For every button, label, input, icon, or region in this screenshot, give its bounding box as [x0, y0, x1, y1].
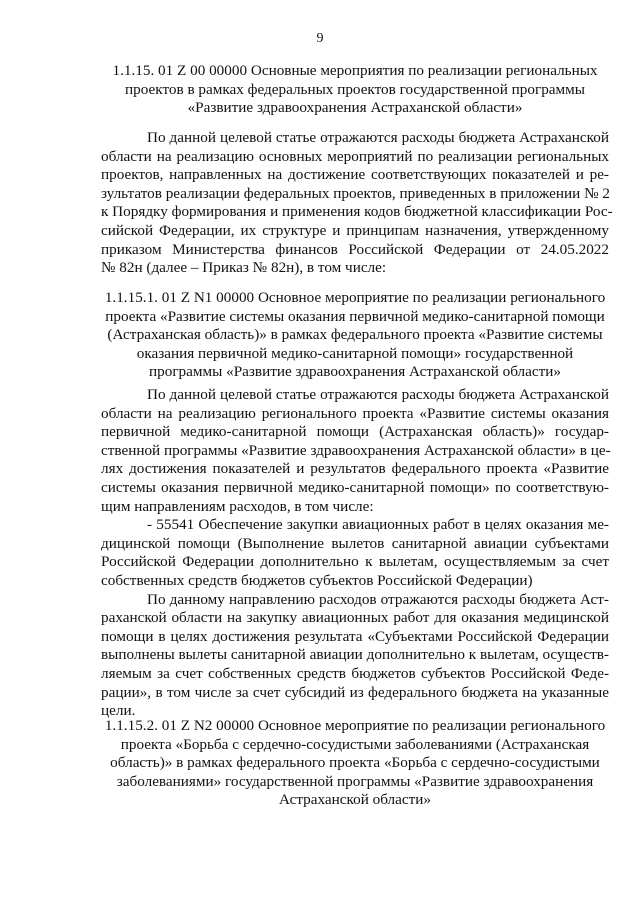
paragraph-line: выполнены вылеты санитарной авиации дополнительно к вылетам, осуществ- [101, 646, 609, 664]
heading-line: заболеваниями» государственной программы «Развитие здравоохранения [116, 772, 594, 790]
page-number: 9 [316, 31, 324, 46]
paragraph-line: области на реализацию регионального проекта «Развитие системы оказания [101, 404, 609, 422]
heading-line: (Астраханская область)» в рамках федерального проекта «Развитие системы [107, 326, 603, 344]
paragraph-line: лях достижения показателей и результатов федерального проекта «Развитие [101, 460, 609, 478]
heading-line: программы «Развитие здравоохранения Астраханской области» [149, 363, 561, 381]
heading-line: проектов в рамках федеральных проектов государственной программы [125, 80, 585, 98]
heading-line: 1.1.15.2. 01 Z N2 00000 Основное мероприятие по реализации регионального [104, 717, 606, 734]
section-heading-1-1-15 [101, 62, 609, 118]
heading-line: проекта «Борьба с сердечно-сосудистыми заболеваниями (Астраханская [120, 735, 590, 753]
paragraph-line: области на реализацию основных мероприятий по реализации региональных [101, 147, 609, 165]
paragraph-line: цели. [101, 702, 136, 720]
paragraph-line: По данной целевой статье отражаются расходы бюджета Астраханской [147, 129, 609, 146]
heading-line: 1.1.15. 01 Z 00 00000 Основные мероприятия по реализации региональных [112, 62, 598, 79]
expense-item-55541: - 55541 Обеспечение закупки авиационных работ в целях оказания ме- [147, 516, 609, 534]
paragraph-line: помощи в целях достижения результата «Субъектами Российской Федерации [101, 627, 609, 645]
paragraph-line: раханской области на закупку авиационных работ для оказания медицинской [101, 609, 609, 627]
heading-line: область)» в рамках федерального проекта «Борьба с сердечно-сосудистыми [110, 754, 600, 772]
paragraph-line: дицинской помощи (Выполнение вылетов санитарной авиации субъектами [101, 534, 609, 552]
paragraph-line: сийской Федерации, их структуре и принципам назначения, утвержденному [101, 221, 609, 239]
heading-line: «Развитие здравоохранения Астраханской области» [187, 99, 523, 117]
paragraph-line: По данному направлению расходов отражаются расходы бюджета Аст- [147, 590, 609, 608]
heading-line: Астраханской области» [279, 791, 431, 809]
paragraph-line: рации», в том числе за счет субсидий из федерального бюджета на указанные [101, 683, 609, 701]
section-heading-1-1-15-2 [101, 717, 609, 810]
paragraph-line: № 82н (далее – Приказ № 82н), в том числе: [101, 259, 387, 277]
paragraph-target-article [101, 129, 613, 278]
paragraph-line: ственной программы «Развитие здравоохранения Астраханской области» в це- [101, 441, 611, 459]
paragraph-line: приказом Министерства финансов Российской Федерации от 24.05.2022 [101, 240, 609, 258]
paragraph-line: собственных средств бюджетов субъектов Российской Федерации) [101, 571, 533, 589]
heading-line: оказания первичной медико-санитарной помощи» государственной [136, 344, 574, 362]
paragraph-line: зультатов реализации федеральных проектов, приведенных в приложении № 2 [101, 184, 610, 202]
paragraph-line: Российской Федерации дополнительно к вылетам, осуществляемым за счет [101, 553, 609, 571]
paragraph-line: ляемым за счет собственных средств бюджетов субъектов Российской Феде- [101, 664, 609, 682]
paragraph-line: первичной медико-санитарной помощи (Астраханская область)» государ- [101, 423, 609, 441]
heading-line: проекта «Развитие системы оказания первичной медико-санитарной помощи [105, 307, 605, 325]
paragraph-line: щим направлениям расходов, в том числе: [101, 497, 374, 515]
heading-line: 1.1.15.1. 01 Z N1 00000 Основное мероприятие по реализации регионального [104, 289, 606, 306]
paragraph-line: к Порядку формирования и применения кодов бюджетной классификации Рос- [101, 203, 613, 221]
paragraph-line: проектов, направленных на достижение соответствующих показателей и ре- [101, 166, 609, 184]
paragraph-line: По данной целевой статье отражаются расходы бюджета Астраханской [147, 386, 609, 403]
section-heading-1-1-15-1 [101, 289, 609, 382]
paragraph-regional-project-n1 [101, 386, 609, 721]
paragraph-line: системы оказания первичной медико-санитарной помощи» по соответствую- [101, 478, 609, 496]
